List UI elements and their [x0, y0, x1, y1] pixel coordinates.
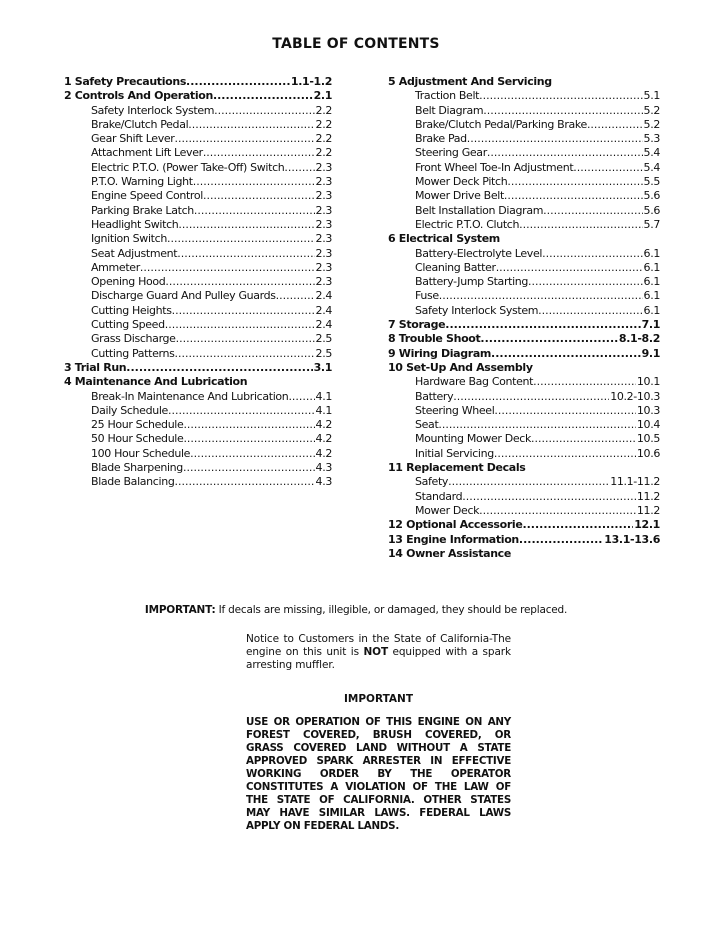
toc-entry-label: 9 Wiring Diagram — [388, 346, 492, 360]
toc-page-number: 2.3 — [315, 246, 332, 260]
toc-leader-dots — [194, 204, 315, 218]
toc-page-number: 4.2 — [315, 418, 332, 432]
toc-subsection-entry — [64, 475, 332, 489]
toc-entry-label: Mower Drive Belt — [415, 189, 504, 203]
toc-section-entry — [64, 89, 332, 103]
toc-page-number: 5.5 — [643, 175, 660, 189]
toc-entry-label: Battery — [415, 389, 454, 403]
toc-leader-dots — [177, 247, 314, 261]
toc-page-number: 6.1 — [643, 275, 660, 289]
toc-entry-label: Steering Gear — [415, 146, 487, 160]
toc-section-entry — [388, 461, 660, 475]
toc-entry-label: 2 Controls And Operation — [64, 89, 213, 103]
toc-entry-label: 4 Maintenance And Lubrication — [64, 375, 248, 389]
toc-page-number: 6.1 — [643, 246, 660, 260]
toc-subsection-entry — [388, 118, 660, 132]
toc-entry-label: Discharge Guard And Pulley Guards — [91, 289, 276, 303]
toc-subsection-entry — [64, 247, 332, 261]
toc-section-entry — [388, 547, 660, 561]
toc-leader-dots — [487, 146, 643, 160]
toc-subsection-entry — [388, 390, 660, 404]
toc-subsection-entry — [64, 347, 332, 361]
important-decal-notice — [0, 604, 712, 616]
toc-page-number: 4.1 — [315, 389, 332, 403]
toc-entry-label: Daily Schedule — [91, 403, 168, 417]
toc-left-column — [64, 75, 332, 490]
toc-leader-dots — [188, 118, 314, 132]
toc-page-number: 4.3 — [315, 475, 332, 489]
toc-page-number: 5.6 — [643, 189, 660, 203]
toc-entry-label: 13 Engine Information — [388, 532, 519, 546]
toc-page-number: 7.1 — [641, 318, 660, 332]
toc-page-number: 5.3 — [643, 132, 660, 146]
toc-subsection-entry — [64, 132, 332, 146]
toc-leader-dots — [462, 490, 636, 504]
toc-right-column — [388, 75, 660, 561]
toc-entry-label: 3 Trial Run — [64, 360, 127, 374]
toc-section-entry — [64, 361, 332, 375]
toc-section-entry — [388, 347, 660, 361]
toc-page-number: 13.1-13.6 — [604, 532, 660, 546]
toc-page-number: 2.3 — [315, 275, 332, 289]
toc-entry-label: Initial Servicing — [415, 446, 494, 460]
toc-leader-dots — [439, 289, 643, 303]
toc-page-number: 6.1 — [643, 303, 660, 317]
toc-leader-dots — [533, 375, 636, 389]
toc-leader-dots — [542, 247, 642, 261]
toc-leader-dots — [531, 432, 636, 446]
toc-leader-dots — [573, 161, 642, 175]
important-heading: IMPORTANT — [343, 693, 413, 705]
toc-leader-dots — [175, 347, 315, 361]
toc-entry-label: Cleaning Batter — [415, 260, 496, 274]
toc-leader-dots — [203, 146, 315, 160]
toc-subsection-entry — [64, 175, 332, 189]
toc-subsection-entry — [64, 289, 332, 303]
toc-entry-label: Hardware Bag Content — [415, 375, 534, 389]
toc-entry-label: Mounting Mower Deck — [415, 432, 531, 446]
toc-page-number: 11.2 — [636, 503, 660, 517]
toc-section-entry — [388, 332, 660, 346]
toc-leader-dots — [174, 475, 314, 489]
toc-subsection-entry — [64, 218, 332, 232]
toc-section-entry — [388, 518, 660, 532]
toc-subsection-entry — [388, 218, 660, 232]
toc-entry-label: Electric P.T.O. Clutch — [415, 217, 520, 231]
toc-subsection-entry — [64, 404, 332, 418]
toc-subsection-entry — [64, 146, 332, 160]
toc-page-number: 5.4 — [643, 160, 660, 174]
toc-subsection-entry — [388, 89, 660, 103]
toc-entry-label: Blade Sharpening — [91, 461, 183, 475]
toc-page-number: 2.3 — [315, 203, 332, 217]
toc-page-number: 10.6 — [636, 446, 660, 460]
toc-page-number: 5.2 — [643, 117, 660, 131]
toc-subsection-entry — [64, 104, 332, 118]
toc-page-number: 2.3 — [315, 260, 332, 274]
toc-entry-label: Traction Belt — [415, 89, 480, 103]
toc-page-number: 5.7 — [643, 217, 660, 231]
toc-subsection-entry — [64, 118, 332, 132]
toc-entry-label: Gear Shift Lever — [91, 132, 175, 146]
toc-section-entry — [64, 375, 332, 389]
toc-leader-dots — [504, 189, 643, 203]
california-notice — [246, 633, 511, 672]
toc-entry-label: Standard — [415, 489, 463, 503]
toc-section-entry — [64, 75, 332, 89]
toc-leader-dots — [543, 204, 642, 218]
toc-section-entry — [388, 533, 660, 547]
toc-page-number: 2.3 — [315, 189, 332, 203]
toc-entry-label: Brake/Clutch Pedal/Parking Brake — [415, 117, 587, 131]
toc-subsection-entry — [388, 247, 660, 261]
toc-subsection-entry — [388, 304, 660, 318]
toc-leader-dots — [172, 304, 315, 318]
toc-leader-dots — [126, 361, 312, 375]
important-decal-text: If decals are missing, illegible, or damaged, they should be replaced. — [215, 604, 568, 616]
toc-leader-dots — [467, 132, 643, 146]
toc-page-number: 2.2 — [315, 117, 332, 131]
toc-entry-label: 12 Optional Accessorie — [388, 518, 523, 532]
toc-subsection-entry — [64, 275, 332, 289]
toc-section-entry — [388, 232, 660, 246]
toc-leader-dots — [183, 461, 315, 475]
toc-leader-dots — [494, 404, 636, 418]
toc-subsection-entry — [388, 261, 660, 275]
toc-leader-dots — [183, 418, 314, 432]
toc-leader-dots — [483, 104, 642, 118]
toc-subsection-entry — [388, 204, 660, 218]
toc-entry-label: 8 Trouble Shoot — [388, 332, 481, 346]
toc-subsection-entry — [388, 104, 660, 118]
toc-entry-label: 6 Electrical System — [388, 232, 500, 246]
toc-leader-dots — [538, 304, 642, 318]
toc-leader-dots — [494, 447, 636, 461]
toc-entry-label: 5 Adjustment And Servicing — [388, 75, 552, 88]
toc-subsection-entry — [388, 504, 660, 518]
toc-leader-dots — [190, 447, 314, 461]
toc-entry-label: 11 Replacement Decals — [388, 461, 526, 475]
california-notice-text-2: equipped with a spark arresting muffler. — [246, 646, 512, 671]
toc-leader-dots — [480, 332, 618, 346]
california-notice-emphasis: NOT — [363, 646, 389, 658]
toc-page-number: 4.2 — [315, 446, 332, 460]
toc-subsection-entry — [388, 475, 660, 489]
toc-page-number: 12.1 — [634, 518, 660, 532]
toc-page-number: 2.5 — [315, 332, 332, 346]
toc-subsection-entry — [64, 189, 332, 203]
toc-leader-dots — [448, 475, 609, 489]
important-label: IMPORTANT: — [144, 604, 216, 616]
toc-page-number: 2.4 — [315, 289, 332, 303]
toc-subsection-entry — [388, 375, 660, 389]
toc-leader-dots — [165, 318, 315, 332]
toc-page-number: 6.1 — [643, 260, 660, 274]
toc-entry-label: Ignition Switch — [91, 232, 167, 246]
toc-page-number: 4.2 — [315, 432, 332, 446]
toc-leader-dots — [213, 89, 313, 103]
toc-subsection-entry — [64, 232, 332, 246]
toc-page-number: 6.1 — [643, 289, 660, 303]
toc-entry-label: Brake/Clutch Pedal — [91, 117, 189, 131]
toc-entry-label: Safety — [415, 475, 449, 489]
toc-entry-label: Engine Speed Control — [91, 189, 203, 203]
toc-page-number: 2.3 — [315, 175, 332, 189]
toc-page-number: 9.1 — [641, 346, 660, 360]
toc-leader-dots — [479, 89, 642, 103]
toc-page-number: 2.2 — [315, 103, 332, 117]
toc-subsection-entry — [64, 261, 332, 275]
toc-page-number: 3.1 — [313, 360, 332, 374]
toc-entry-label: 50 Hour Schedule — [91, 432, 184, 446]
toc-entry-label: 14 Owner Assistance — [388, 546, 511, 560]
toc-leader-dots — [168, 404, 315, 418]
toc-entry-label: Electric P.T.O. (Power Take-Off) Switch — [91, 160, 285, 174]
toc-leader-dots — [445, 318, 640, 332]
toc-leader-dots — [183, 432, 314, 446]
toc-page-number: 2.4 — [315, 303, 332, 317]
toc-subsection-entry — [388, 289, 660, 303]
toc-entry-label: 100 Hour Schedule — [91, 446, 191, 460]
toc-leader-dots — [288, 390, 314, 404]
toc-leader-dots — [140, 261, 315, 275]
toc-page-number: 10.5 — [636, 432, 660, 446]
toc-entry-label: Headlight Switch — [91, 217, 179, 231]
toc-entry-label: Belt Diagram — [415, 103, 484, 117]
toc-leader-dots — [178, 218, 314, 232]
toc-entry-label: 1 Safety Precautions — [64, 75, 187, 88]
toc-entry-label: Mower Deck — [415, 503, 480, 517]
toc-page-number: 11.1-11.2 — [610, 475, 660, 489]
spark-arrester-warning: USE OR OPERATION OF THIS ENGINE ON ANY FOREST COVERED, BRUSH COVERED, OR GRASS COVERED LAND WITHOUT A STATE APPROVED SPARK ARRESTER IN EFFECTIVE WORKING ORDER BY THE OPERATOR CONSTITUTES A VIOLATION OF THE LAW OF THE STATE OF CALIFORNIA. OTHER STATES MAY HAVE SIMILAR LAWS. FEDERAL LAWS APPLY ON FEDERAL LANDS. — [246, 716, 511, 832]
toc-page-number: 11.2 — [636, 489, 660, 503]
toc-subsection-entry — [64, 204, 332, 218]
toc-entry-label: Parking Brake Latch — [91, 203, 194, 217]
toc-subsection-entry — [388, 447, 660, 461]
toc-leader-dots — [165, 275, 314, 289]
toc-page-number: 2.4 — [315, 318, 332, 332]
toc-entry-label: Ammeter — [91, 260, 140, 274]
toc-page-number: 10.2-10.3 — [610, 389, 660, 403]
toc-leader-dots — [479, 504, 636, 518]
toc-leader-dots — [174, 132, 314, 146]
toc-leader-dots — [438, 418, 636, 432]
toc-leader-dots — [491, 347, 641, 361]
toc-subsection-entry — [388, 132, 660, 146]
toc-entry-label: Steering Wheel — [415, 403, 495, 417]
toc-leader-dots — [284, 161, 314, 175]
toc-leader-dots — [519, 533, 603, 547]
toc-leader-dots — [276, 289, 315, 303]
toc-section-entry — [388, 361, 660, 375]
toc-entry-label: Cutting Patterns — [91, 346, 175, 360]
toc-page-number: 10.4 — [636, 418, 660, 432]
toc-page-number: 5.2 — [643, 103, 660, 117]
toc-subsection-entry — [388, 146, 660, 160]
toc-subsection-entry — [64, 432, 332, 446]
toc-subsection-entry — [64, 332, 332, 346]
toc-page-number: 2.3 — [315, 232, 332, 246]
toc-leader-dots — [587, 118, 643, 132]
toc-subsection-entry — [64, 304, 332, 318]
toc-leader-dots — [167, 232, 315, 246]
toc-subsection-entry — [64, 447, 332, 461]
toc-leader-dots — [193, 175, 315, 189]
toc-page-number: 2.3 — [315, 217, 332, 231]
toc-entry-label: Fuse — [415, 289, 439, 303]
toc-entry-label: 7 Storage — [388, 318, 446, 332]
toc-subsection-entry — [388, 432, 660, 446]
toc-entry-label: 10 Set-Up And Assembly — [388, 360, 533, 374]
toc-subsection-entry — [388, 161, 660, 175]
toc-page-number: 8.1-8.2 — [618, 332, 660, 346]
toc-subsection-entry — [64, 318, 332, 332]
toc-page-number: 4.1 — [315, 403, 332, 417]
toc-entry-label: Battery-Jump Starting — [415, 275, 529, 289]
toc-entry-label: Opening Hood — [91, 275, 166, 289]
toc-entry-label: Grass Discharge — [91, 332, 176, 346]
toc-page-number: 2.1 — [313, 89, 332, 103]
toc-entry-label: Cutting Heights — [91, 303, 172, 317]
toc-entry-label: Break-In Maintenance And Lubrication — [91, 389, 289, 403]
toc-page-number: 2.2 — [315, 132, 332, 146]
toc-page-number: 5.4 — [643, 146, 660, 160]
toc-entry-label: Safety Interlock System — [91, 103, 215, 117]
toc-entry-label: Safety Interlock System — [415, 303, 539, 317]
toc-subsection-entry — [64, 390, 332, 404]
toc-leader-dots — [507, 175, 642, 189]
toc-entry-label: 25 Hour Schedule — [91, 418, 184, 432]
toc-entry-label: Seat — [415, 418, 439, 432]
toc-entry-label: Brake Pad — [415, 132, 467, 146]
toc-page-number: 2.5 — [315, 346, 332, 360]
toc-entry-label: Cutting Speed — [91, 318, 165, 332]
toc-subsection-entry — [388, 189, 660, 203]
toc-leader-dots — [186, 75, 290, 89]
toc-leader-dots — [519, 218, 642, 232]
toc-entry-label: Front Wheel Toe-In Adjustment — [415, 160, 574, 174]
toc-entry-label: Belt Installation Diagram — [415, 203, 544, 217]
toc-subsection-entry — [64, 418, 332, 432]
toc-subsection-entry — [388, 404, 660, 418]
toc-leader-dots — [203, 189, 315, 203]
california-notice-text-1: Notice to Customers in the State of California-The engine on this unit is — [246, 633, 511, 658]
toc-entry-label: Mower Deck Pitch — [415, 175, 508, 189]
toc-subsection-entry — [388, 175, 660, 189]
toc-page-number: 10.1 — [636, 375, 660, 389]
toc-page-number: 1.1-1.2 — [290, 75, 332, 88]
toc-entry-label: Blade Balancing — [91, 475, 175, 489]
toc-subsection-entry — [64, 461, 332, 475]
page-title: TABLE OF CONTENTS — [272, 36, 440, 52]
toc-leader-dots — [176, 332, 315, 346]
toc-page-number: 5.6 — [643, 203, 660, 217]
toc-leader-dots — [522, 518, 633, 532]
toc-page-number: 4.3 — [315, 461, 332, 475]
toc-page-number: 2.3 — [315, 160, 332, 174]
toc-entry-label: Attachment Lift Lever — [91, 146, 203, 160]
toc-section-entry — [388, 75, 660, 89]
toc-page-number: 2.2 — [315, 146, 332, 160]
toc-leader-dots — [214, 104, 314, 118]
toc-entry-label: Seat Adjustment — [91, 246, 178, 260]
toc-subsection-entry — [388, 275, 660, 289]
toc-leader-dots — [496, 261, 643, 275]
toc-page-number: 10.3 — [636, 403, 660, 417]
toc-subsection-entry — [388, 490, 660, 504]
toc-entry-label: Battery-Electrolyte Level — [415, 246, 543, 260]
toc-entry-label: P.T.O. Warning Light — [91, 175, 193, 189]
toc-subsection-entry — [64, 161, 332, 175]
toc-page-number: 5.1 — [643, 89, 660, 103]
toc-section-entry — [388, 318, 660, 332]
toc-leader-dots — [453, 390, 609, 404]
toc-leader-dots — [528, 275, 643, 289]
toc-subsection-entry — [388, 418, 660, 432]
